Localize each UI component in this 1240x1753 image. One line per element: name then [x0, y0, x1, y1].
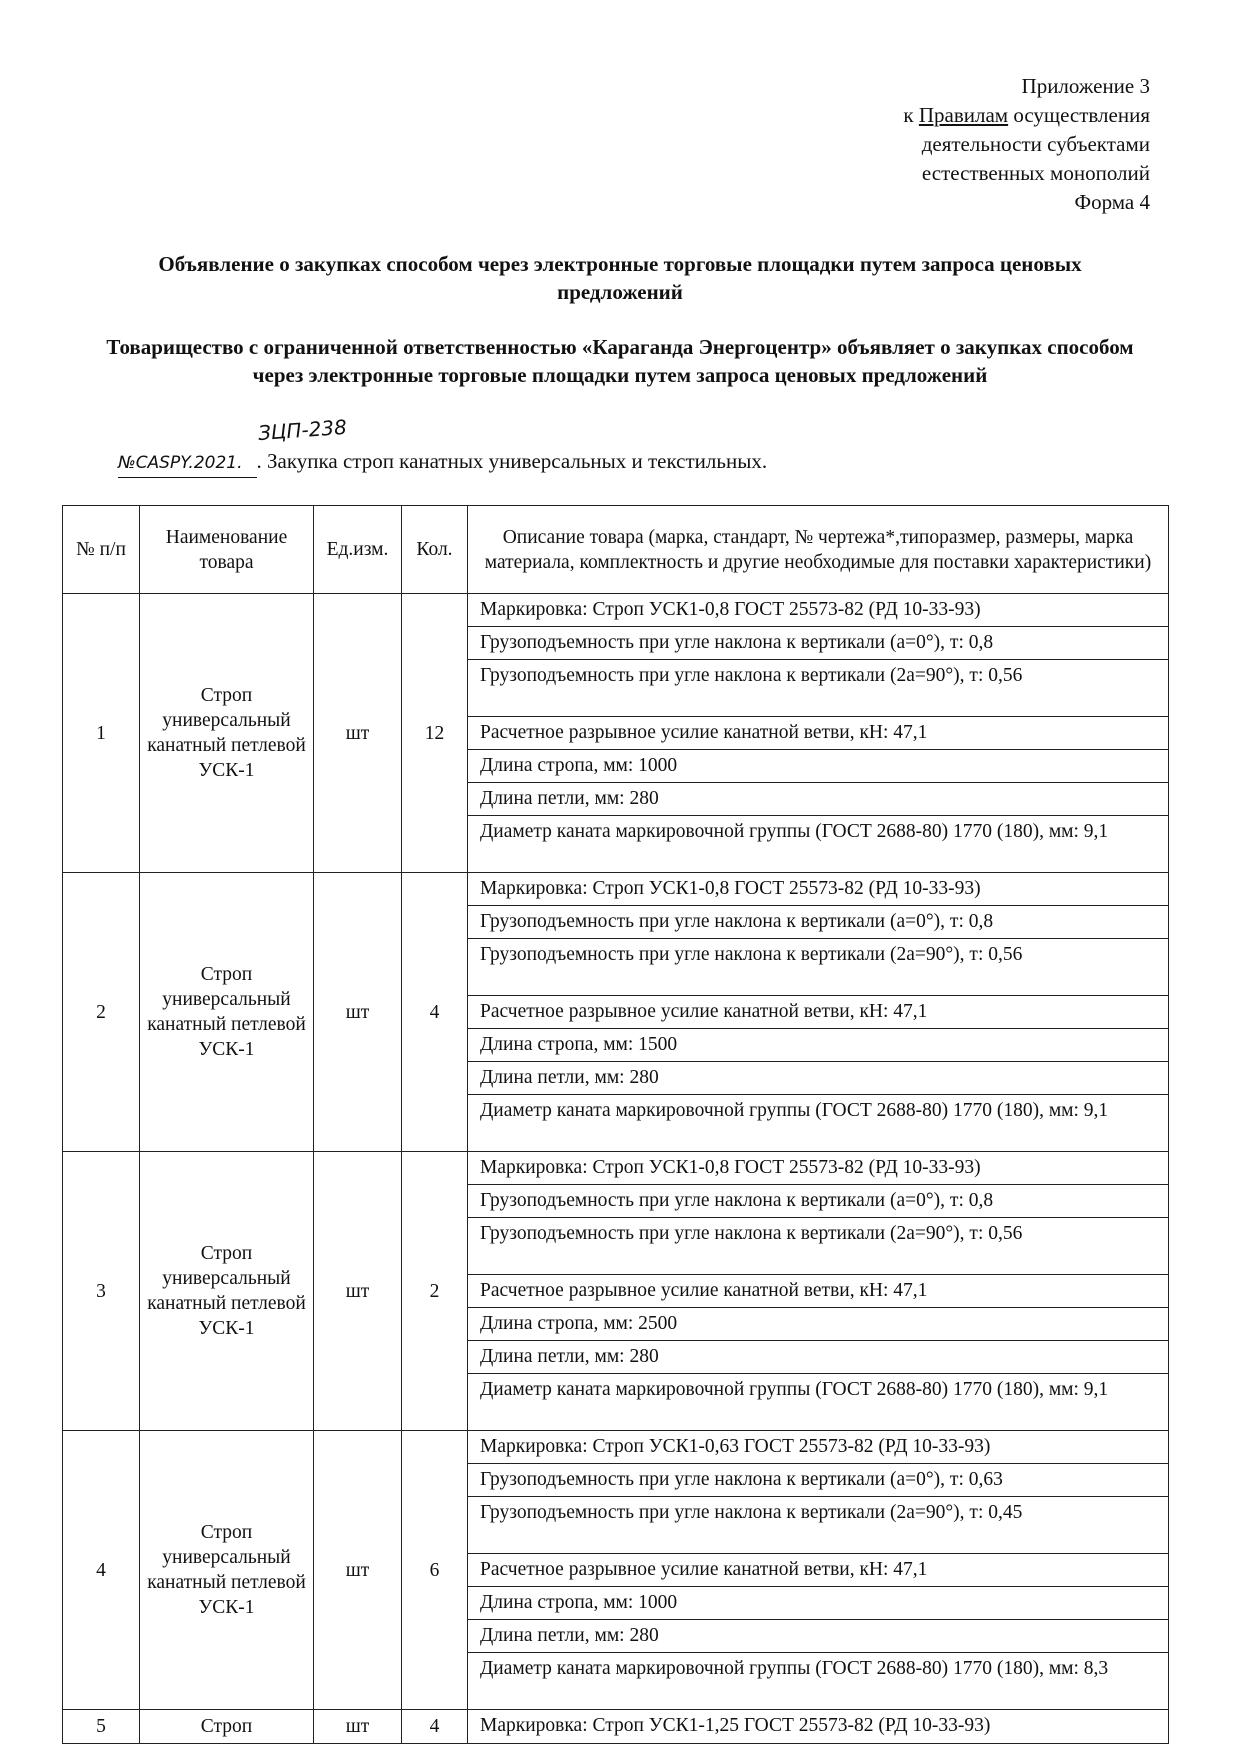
announcement-subtitle: Товарищество с ограниченной ответственностью «Караганда Энергоцентр» объявляет о закупках способом через электронные торговые площадки путем запроса ценовых предложений — [106, 335, 1134, 387]
spec-line: Грузоподъемность при угле наклона к вертикали (a=0°), т: 0,63 — [468, 1464, 1169, 1497]
row-number: 1 — [63, 594, 140, 873]
purchase-number-line — [118, 447, 767, 478]
table-body — [63, 594, 1169, 1744]
appendix-line-2 — [903, 101, 1150, 130]
spec-line: Маркировка: Строп УСК1-0,8 ГОСТ 25573-82 (РД 10-33-93) — [468, 594, 1169, 627]
unit-cell: шт — [314, 1710, 402, 1744]
header-qty: Кол. — [402, 506, 468, 594]
table-row — [63, 1431, 1169, 1464]
spec-line: Грузоподъемность при угле наклона к вертикали (a=0°), т: 0,8 — [468, 1185, 1169, 1218]
spec-line: Маркировка: Строп УСК1-0,8 ГОСТ 25573-82 (РД 10-33-93) — [468, 873, 1169, 906]
appendix-line-1: Приложение 3 — [1021, 74, 1150, 98]
spec-line: Грузоподъемность при угле наклона к вертикали (a=0°), т: 0,8 — [468, 906, 1169, 939]
purchase-number-field — [118, 447, 257, 478]
purchase-number-handwritten: CASPY.2021. — [135, 453, 243, 473]
quantity-cell: 12 — [402, 594, 468, 873]
purchase-subject: . Закупка строп канатных универсальных и текстильных. — [256, 449, 768, 473]
number-sign: № — [118, 453, 136, 473]
spec-line: Грузоподъемность при угле наклона к вертикали (a=0°), т: 0,8 — [468, 627, 1169, 660]
spec-line: Длина петли, мм: 280 — [468, 1341, 1169, 1374]
spec-line: Грузоподъемность при угле наклона к вертикали (2a=90°), т: 0,56 — [468, 939, 1169, 996]
spec-line: Длина стропа, мм: 1500 — [468, 1029, 1169, 1062]
spec-line: Расчетное разрывное усилие канатной ветви, кН: 47,1 — [468, 1554, 1169, 1587]
spec-line: Расчетное разрывное усилие канатной ветви, кН: 47,1 — [468, 1275, 1169, 1308]
table-header-row — [63, 506, 1169, 594]
spec-line: Маркировка: Строп УСК1-0,63 ГОСТ 25573-82 (РД 10-33-93) — [468, 1431, 1169, 1464]
quantity-cell: 6 — [402, 1431, 468, 1710]
spec-line: Расчетное разрывное усилие канатной ветви, кН: 47,1 — [468, 996, 1169, 1029]
spec-line: Диаметр каната маркировочной группы (ГОСТ 2688-80) 1770 (180), мм: 9,1 — [468, 816, 1169, 873]
spec-line: Маркировка: Строп УСК1-0,8 ГОСТ 25573-82 (РД 10-33-93) — [468, 1152, 1169, 1185]
table-row — [63, 1710, 1169, 1744]
header-desc: Описание товара (марка, стандарт, № чертежа*,типоразмер, размеры, марка материала, комплектность и другие необходимые для поставки характеристики) — [468, 506, 1169, 594]
spec-line: Длина стропа, мм: 1000 — [468, 1587, 1169, 1620]
item-name: Строп универсальный канатный петлевой УСК-1 — [140, 1431, 314, 1710]
spec-line: Грузоподъемность при угле наклона к вертикали (2a=90°), т: 0,56 — [468, 660, 1169, 717]
rules-link[interactable]: Правилам — [918, 103, 1009, 127]
header-unit: Ед.изм. — [314, 506, 402, 594]
quantity-cell: 4 — [402, 1710, 468, 1744]
spec-line: Длина стропа, мм: 1000 — [468, 750, 1169, 783]
appendix-line-4: естественных монополий — [921, 161, 1150, 185]
row-number: 4 — [63, 1431, 140, 1710]
spec-line: Диаметр каната маркировочной группы (ГОСТ 2688-80) 1770 (180), мм: 8,3 — [468, 1653, 1169, 1710]
spec-line: Грузоподъемность при угле наклона к вертикали (2a=90°), т: 0,45 — [468, 1497, 1169, 1554]
unit-cell: шт — [314, 1431, 402, 1710]
spec-line: Длина стропа, мм: 2500 — [468, 1308, 1169, 1341]
appendix-line-3: деятельности субъектами — [921, 132, 1150, 156]
spec-line: Маркировка: Строп УСК1-1,25 ГОСТ 25573-82 (РД 10-33-93) — [468, 1710, 1169, 1744]
spec-line: Диаметр каната маркировочной группы (ГОСТ 2688-80) 1770 (180), мм: 9,1 — [468, 1374, 1169, 1431]
handwritten-note: ЗЦП-238 — [257, 414, 348, 446]
item-name: Строп универсальный канатный петлевой УСК-1 — [140, 1152, 314, 1431]
table-row — [63, 1152, 1169, 1185]
form-number: Форма 4 — [1074, 190, 1150, 214]
spec-line: Длина петли, мм: 280 — [468, 783, 1169, 816]
table-row — [63, 594, 1169, 627]
unit-cell: шт — [314, 1152, 402, 1431]
spec-line: Расчетное разрывное усилие канатной ветви, кН: 47,1 — [468, 717, 1169, 750]
unit-cell: шт — [314, 873, 402, 1152]
spec-line: Длина петли, мм: 280 — [468, 1062, 1169, 1095]
row-number: 5 — [63, 1710, 140, 1744]
appendix-suffix: осуществления — [1013, 103, 1150, 127]
appendix-prefix: к — [903, 103, 914, 127]
spec-line: Длина петли, мм: 280 — [468, 1620, 1169, 1653]
appendix-block — [903, 72, 1150, 217]
header-name: Наименование товара — [140, 506, 314, 594]
item-name: Строп универсальный канатный петлевой УСК-1 — [140, 594, 314, 873]
row-number: 2 — [63, 873, 140, 1152]
unit-cell: шт — [314, 594, 402, 873]
header-num: № п/п — [63, 506, 140, 594]
announcement-title: Объявление о закупках способом через электронные торговые площадки путем запроса ценовых предложений — [158, 252, 1082, 304]
item-name: Строп универсальный канатный петлевой УСК-1 — [140, 873, 314, 1152]
row-number: 3 — [63, 1152, 140, 1431]
items-table — [62, 505, 1169, 1744]
spec-line: Грузоподъемность при угле наклона к вертикали (2a=90°), т: 0,56 — [468, 1218, 1169, 1275]
quantity-cell: 4 — [402, 873, 468, 1152]
item-name: Строп — [140, 1710, 314, 1744]
spec-line: Диаметр каната маркировочной группы (ГОСТ 2688-80) 1770 (180), мм: 9,1 — [468, 1095, 1169, 1152]
quantity-cell: 2 — [402, 1152, 468, 1431]
table-row — [63, 873, 1169, 906]
